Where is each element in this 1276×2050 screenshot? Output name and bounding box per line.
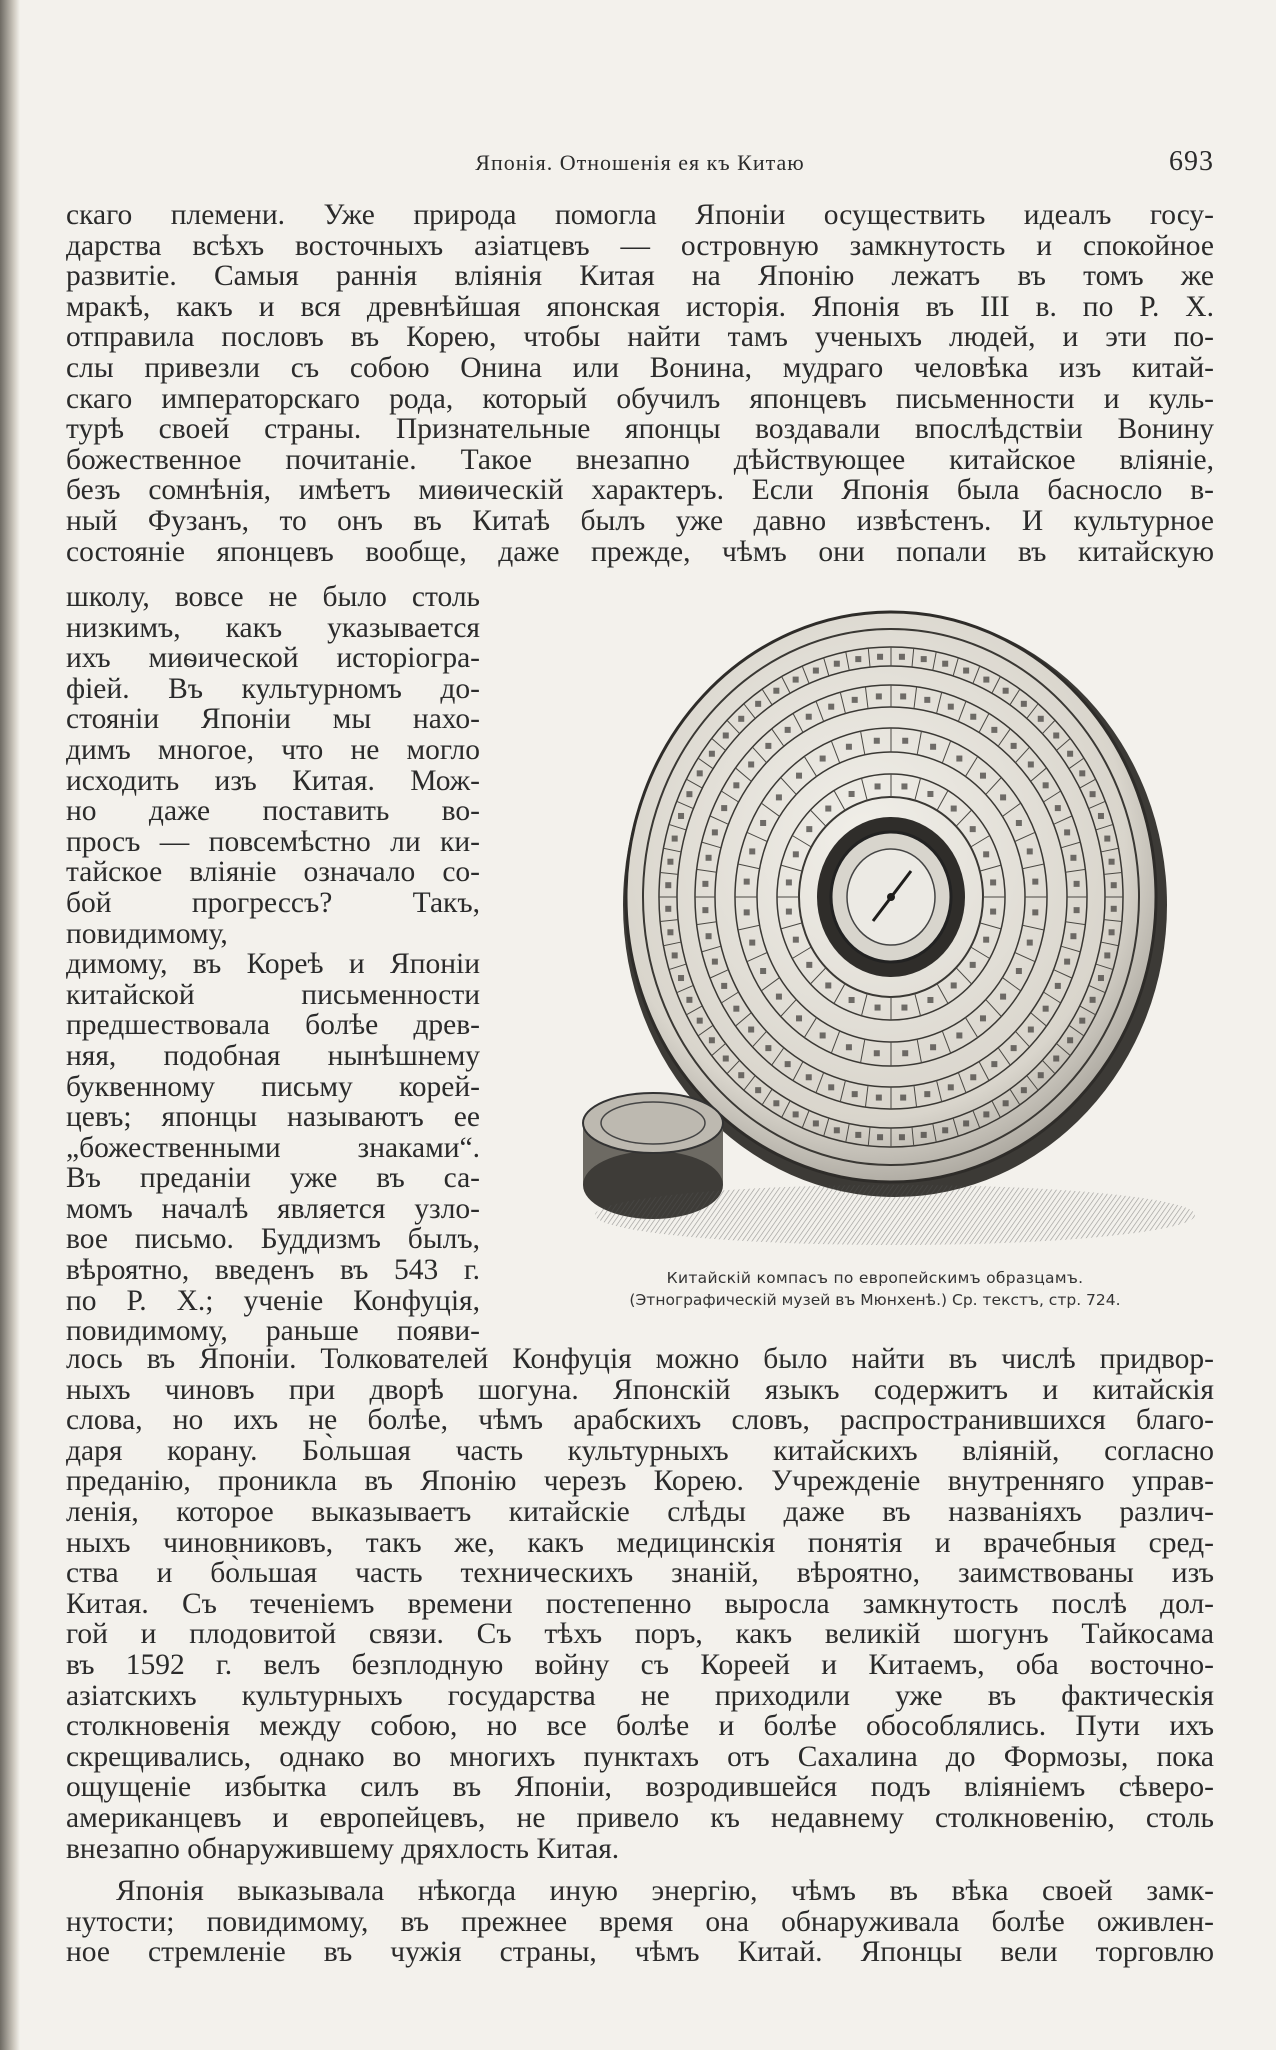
caption-source: (Этнографическій музей въ Мюнхенѣ.) Ср. текстъ, стр. 724.: [629, 1291, 1121, 1309]
text-line: Японія выказывала нѣкогда иную энергію, чѣмъ въ вѣка своей замк-: [116, 1875, 1214, 1907]
compass-character-mark: [709, 751, 715, 757]
compass-character-mark: [773, 1100, 779, 1106]
text-line: просъ — повсемѣстно ли ки-: [66, 825, 480, 858]
compass-character-mark: [723, 1056, 729, 1062]
compass-character-mark: [1079, 770, 1085, 776]
compass-character-mark: [765, 1045, 771, 1051]
compass-character-mark: [1003, 1100, 1009, 1106]
compass-character-mark: [951, 982, 957, 988]
text-line: момъ началѣ является узло-: [66, 1192, 480, 1225]
narrow-text-column: [66, 582, 480, 1347]
text-line: бой прогрессъ? Такъ, повидимому,: [66, 886, 480, 950]
compass-character-mark: [785, 1061, 791, 1067]
compass-character-mark: [942, 1127, 948, 1133]
compass-character-mark: [749, 848, 755, 854]
compass-character-mark: [665, 906, 671, 912]
compass-character-mark: [983, 851, 989, 857]
compass-character-mark: [948, 1084, 954, 1090]
compass-character-mark: [712, 829, 718, 835]
text-line: дарства всѣхъ восточныхъ азіатцевъ — островную замкнутость и спокойное: [66, 229, 1214, 262]
paragraph-continuation: [66, 1344, 1214, 1864]
compass-character-mark: [667, 929, 673, 935]
compass-character-mark: [970, 1074, 976, 1080]
text-line: развитіе. Самыя раннія вліянія Китая на Японію лежатъ въ томъ же: [66, 260, 1214, 293]
compass-character-mark: [846, 744, 852, 750]
caption-title: Китайскій компасъ по европейскимъ образцамъ.: [666, 1269, 1084, 1287]
compass-character-mark: [1074, 881, 1080, 887]
compass-character-mark: [980, 1015, 986, 1021]
compass-character-mark: [820, 1032, 826, 1038]
compass-character-mark: [924, 697, 930, 703]
compass-character-mark: [834, 661, 840, 667]
compass-character-mark: [948, 704, 954, 710]
text-line: въ 1592 г. велъ безплодную войну съ Кореей и Китаемъ, оба восточно-: [66, 1648, 1214, 1681]
text-line: мракѣ, какъ и вся древнѣйшая японская исторія. Японія въ III в. по Р. Х.: [66, 290, 1214, 323]
compass-character-mark: [820, 756, 826, 762]
compass-character-mark: [1111, 906, 1117, 912]
text-line: димому, въ Кореѣ и Японіи: [66, 948, 480, 981]
text-line: ихъ миѳической исторіогра-: [66, 642, 480, 675]
compass-character-mark: [1098, 975, 1104, 981]
compass-character-mark: [942, 661, 948, 667]
compass-character-mark: [1021, 701, 1027, 707]
compass-character-mark: [785, 727, 791, 733]
compass-character-mark: [672, 952, 678, 958]
compass-character-mark: [921, 1132, 927, 1138]
compass-character-mark: [1079, 1018, 1085, 1024]
text-line: ощущеніе избытка силъ въ Японіи, возродившейся подъ вліяніемъ сѣверо-: [66, 1771, 1214, 1804]
compass-character-mark: [849, 997, 855, 1003]
compass-character-mark: [806, 826, 812, 832]
compass-character-mark: [927, 997, 933, 1003]
compass-character-mark: [773, 688, 779, 694]
compass-character-mark: [723, 732, 729, 738]
compass-character-mark: [793, 937, 799, 943]
compass-character-mark: [806, 962, 812, 968]
compass-character-mark: [1104, 952, 1110, 958]
text-line: ныхъ чиновниковъ, такъ же, какъ медицинскія понятія и врачебныя сред-: [66, 1526, 1214, 1559]
compass-character-mark: [924, 1091, 930, 1097]
text-line: исходить изъ Китая. Мож-: [66, 764, 480, 797]
text-line: Китая. Съ теченіемъ времени постепенно выросла замкнутость послѣ дол-: [66, 1587, 1214, 1620]
paragraph-second: [66, 1876, 1214, 1968]
compass-character-mark: [1074, 907, 1080, 913]
compass-character-mark: [1038, 716, 1044, 722]
compass-character-mark: [1016, 968, 1022, 974]
text-line: ное стремленіе въ чужія страны, чѣмъ Китай. Японцы вели торговлю: [66, 1936, 1214, 1969]
compass-character-mark: [697, 770, 703, 776]
compass-character-mark: [760, 968, 766, 974]
book-spine-shadow: [0, 0, 20, 2050]
compass-character-mark: [813, 1120, 819, 1126]
compass-character-mark: [874, 738, 880, 744]
compass-character-mark: [702, 907, 708, 913]
text-line: димъ многое, что не могло: [66, 733, 480, 766]
text-line: преданію, проникла въ Японію черезъ Корею. Учрежденіе внутренняго управ-: [66, 1465, 1214, 1498]
compass-character-mark: [980, 773, 986, 779]
compass-character-mark: [1011, 743, 1017, 749]
text-line: предшествовала болѣе древ-: [66, 1009, 480, 1042]
compass-character-mark: [963, 1120, 969, 1126]
compass-character-mark: [930, 1044, 936, 1050]
compass-character-mark: [901, 1005, 907, 1011]
compass-character-mark: [665, 882, 671, 888]
text-line: фіей. Въ культурномъ до-: [66, 672, 480, 705]
compass-character-mark: [1111, 882, 1117, 888]
compass-character-mark: [721, 983, 727, 989]
compass-character-mark: [1028, 761, 1034, 767]
text-line: по Р. Х.; ученіе Конфуція,: [66, 1284, 480, 1317]
compass-character-mark: [748, 761, 754, 767]
text-line: повидимому, раньше появи-: [66, 1315, 480, 1348]
compass-character-mark: [1032, 879, 1038, 885]
compass-character-mark: [874, 1050, 880, 1056]
compass-character-mark: [702, 881, 708, 887]
compass-character-mark: [667, 859, 673, 865]
text-line: турѣ своей страны. Признательные японцы воздавали впослѣдствіи Вонину: [66, 413, 1214, 446]
compass-character-mark: [970, 714, 976, 720]
compass-character-mark: [875, 1005, 881, 1011]
compass-character-mark: [760, 820, 766, 826]
compass-character-mark: [749, 940, 755, 946]
compass-character-mark: [1064, 829, 1070, 835]
compass-character-mark: [793, 677, 799, 683]
text-line: ства и бо̀льшая часть техническихъ знаній, вѣроятно, заимствованы изъ: [66, 1557, 1214, 1590]
compass-illustration: [535, 595, 1215, 1315]
compass-character-mark: [1027, 940, 1033, 946]
compass-character-mark: [983, 1111, 989, 1117]
compass-character-mark: [1090, 997, 1096, 1003]
running-title: Японія. Отношенія ея къ Китаю: [475, 150, 805, 175]
text-line: ленія, которое выказываетъ китайскіе слѣды даже въ названіяхъ различ-: [66, 1495, 1214, 1528]
compass-character-mark: [900, 693, 906, 699]
compass-character-mark: [834, 1127, 840, 1133]
compass-character-mark: [899, 654, 905, 660]
compass-character-mark: [1011, 1045, 1017, 1051]
text-line: безъ сомнѣнія, имѣетъ миѳическій характеръ. Если Японія была басносло в-: [66, 474, 1214, 507]
text-line: „божественными знаками“.: [66, 1131, 480, 1164]
compass-character-mark: [1003, 688, 1009, 694]
text-line: стояніи Японіи мы нахо-: [66, 703, 480, 736]
text-line: даря корану. Бо̀льшая часть культурныхъ китайскихъ вліяній, согласно: [66, 1434, 1214, 1467]
compass-character-mark: [921, 656, 927, 662]
compass-character-mark: [1021, 1087, 1027, 1093]
text-line: но даже поставить во-: [66, 795, 480, 828]
text-line: внезапно обнаружившему дряхлость Китая.: [66, 1832, 620, 1865]
compass-character-mark: [876, 1095, 882, 1101]
compass-character-mark: [1053, 1056, 1059, 1062]
compass-character-mark: [990, 909, 996, 915]
compass-character-mark: [1028, 1027, 1034, 1033]
compass-character-mark: [755, 1087, 761, 1093]
compass-character-mark: [1090, 791, 1096, 797]
compass-character-mark: [793, 851, 799, 857]
compass-character-mark: [991, 1061, 997, 1067]
compass-character-mark: [991, 727, 997, 733]
compass-character-mark: [1043, 782, 1049, 788]
compass-character-mark: [706, 933, 712, 939]
compass-character-mark: [855, 656, 861, 662]
text-line: отправила пословъ въ Корею, чтобы найти тамъ ученыхъ людей, и эти по-: [66, 321, 1214, 354]
compass-character-mark: [738, 716, 744, 722]
compass-character-mark: [806, 714, 812, 720]
compass-character-mark: [793, 1111, 799, 1117]
compass-character-mark: [686, 997, 692, 1003]
compass-character-mark: [733, 1006, 739, 1012]
compass-character-mark: [876, 693, 882, 699]
compass-character-mark: [846, 1044, 852, 1050]
compass-character-mark: [765, 743, 771, 749]
compass-character-mark: [1053, 732, 1059, 738]
compass-character-mark: [1038, 1072, 1044, 1078]
text-line: тайское вліяніе означало со-: [66, 856, 480, 889]
compass-character-mark: [796, 1015, 802, 1021]
text-line: Въ преданіи уже въ са-: [66, 1162, 480, 1195]
text-line: состояніе японцевъ вообще, даже прежде, чѣмъ они попали въ китайскую: [66, 535, 1214, 568]
text-line: скаго императорскаго рода, который обучилъ японцевъ письменности и куль-: [66, 382, 1214, 415]
text-line: американцевъ и европейцевъ, не привело къ недавнему столкновенію, столь: [66, 1801, 1214, 1834]
compass-character-mark: [828, 704, 834, 710]
text-line: азіатскихъ культурныхъ государства не приходили уже въ фактическія: [66, 1679, 1214, 1712]
compass-character-mark: [927, 791, 933, 797]
compass-character-mark: [755, 701, 761, 707]
compass-character-mark: [744, 909, 750, 915]
text-line: скрещивались, однако во многихъ пунктахъ отъ Сахалина до Формозы, пока: [66, 1740, 1214, 1773]
compass-character-mark: [1067, 751, 1073, 757]
compass-character-mark: [1016, 820, 1022, 826]
compass-character-mark: [1043, 1006, 1049, 1012]
compass-character-mark: [970, 962, 976, 968]
text-line: ныхъ чиновъ при дворѣ шогуна. Японскій языкъ содержитъ и китайскія: [66, 1373, 1214, 1406]
compass-character-mark: [733, 782, 739, 788]
compass-character-mark: [686, 791, 692, 797]
compass-character-mark: [776, 994, 782, 1000]
text-line: няя, подобная нынѣшнему: [66, 1039, 480, 1072]
compass-character-mark: [825, 982, 831, 988]
compass-character-mark: [806, 1074, 812, 1080]
compass-character-mark: [1000, 794, 1006, 800]
compass-character-mark: [672, 836, 678, 842]
compass-character-mark: [900, 1095, 906, 1101]
compass-character-mark: [875, 783, 881, 789]
compass-character-mark: [1055, 983, 1061, 989]
compass-character-mark: [1000, 994, 1006, 1000]
compass-character-mark: [930, 744, 936, 750]
compass-character-mark: [1109, 859, 1115, 865]
compass-character-mark: [1104, 836, 1110, 842]
compass-character-mark: [877, 654, 883, 660]
compass-character-mark: [776, 794, 782, 800]
compass-character-mark: [706, 855, 712, 861]
text-line: слы привезли съ собою Онина или Вонина, мудраго человѣка изъ китай-: [66, 351, 1214, 384]
compass-character-mark: [1064, 959, 1070, 965]
compass-character-mark: [956, 756, 962, 762]
compass-character-mark: [813, 668, 819, 674]
compass-character-mark: [1098, 813, 1104, 819]
text-line: буквенному письму корей-: [66, 1070, 480, 1103]
running-header: [66, 146, 1214, 182]
compass-character-mark: [951, 806, 957, 812]
text-line: вѣроятно, введенъ въ 543 г.: [66, 1254, 480, 1287]
compass-character-mark: [849, 791, 855, 797]
compass-character-mark: [990, 879, 996, 885]
compass-character-mark: [899, 1134, 905, 1140]
compass-character-mark: [697, 1018, 703, 1024]
compass-character-mark: [901, 783, 907, 789]
compass-character-mark: [786, 909, 792, 915]
text-line: гой и плодовитой связи. Съ тѣхъ поръ, какъ великій шогунъ Тайкосама: [66, 1618, 1214, 1651]
compass-character-mark: [786, 879, 792, 885]
compass-character-mark: [1070, 933, 1076, 939]
compass-character-mark: [1070, 855, 1076, 861]
compass-character-mark: [738, 1072, 744, 1078]
compass-character-mark: [855, 1132, 861, 1138]
compass-character-mark: [1067, 1037, 1073, 1043]
compass-character-mark: [1032, 909, 1038, 915]
text-line: нутости; повидимому, въ прежнее время она обнаруживала болѣе оживлен-: [66, 1905, 1214, 1938]
paragraph-top: [66, 200, 1214, 567]
compass-character-mark: [796, 773, 802, 779]
compass-character-mark: [970, 826, 976, 832]
text-line: школу, вовсе не было столь: [66, 581, 480, 613]
text-line: китайской письменности: [66, 978, 480, 1011]
compass-character-mark: [678, 975, 684, 981]
compass-character-mark: [825, 806, 831, 812]
compass-character-mark: [852, 1091, 858, 1097]
compass-character-mark: [709, 1037, 715, 1043]
text-line: скаго племени. Уже природа помогла Японіи осуществить идеалъ госу-: [66, 199, 1214, 231]
compass-character-mark: [1055, 805, 1061, 811]
compass-character-mark: [744, 879, 750, 885]
compass-character-mark: [721, 805, 727, 811]
compass-character-mark: [983, 677, 989, 683]
compass-character-mark: [678, 813, 684, 819]
page-number: 693: [1169, 146, 1214, 177]
text-line: низкимъ, какъ указывается: [66, 611, 480, 644]
compass-character-mark: [852, 697, 858, 703]
text-line: слова, но ихъ не болѣе, чѣмъ арабскихъ словъ, распространившихся благо-: [66, 1404, 1214, 1437]
text-line: ный Фузанъ, то онъ въ Китаѣ былъ уже давно извѣстенъ. И культурное: [66, 504, 1214, 537]
compass-character-mark: [1109, 929, 1115, 935]
figure-caption: [535, 1267, 1215, 1311]
compass-character-mark: [748, 1027, 754, 1033]
compass-character-mark: [828, 1084, 834, 1090]
compass-character-mark: [902, 738, 908, 744]
compass-character-mark: [956, 1032, 962, 1038]
compass-character-mark: [712, 959, 718, 965]
compass-character-mark: [1027, 848, 1033, 854]
compass-character-mark: [963, 668, 969, 674]
compass-engraving: [535, 595, 1215, 1265]
compass-character-mark: [902, 1050, 908, 1056]
text-line: лось въ Японіи. Толкователей Конфуція можно было найти въ числѣ придвор-: [66, 1343, 1214, 1375]
text-line: божественное почитаніе. Такое внезапно дѣйствующее китайское вліяніе,: [66, 443, 1214, 476]
compass-character-mark: [983, 937, 989, 943]
compass-character-mark: [877, 1134, 883, 1140]
text-line: цевъ; японцы называютъ ее: [66, 1101, 480, 1134]
text-line: столкновенія между собою, но все болѣе и болѣе обособлялись. Пути ихъ: [66, 1710, 1214, 1743]
text-line: вое письмо. Буддизмъ былъ,: [66, 1223, 480, 1256]
